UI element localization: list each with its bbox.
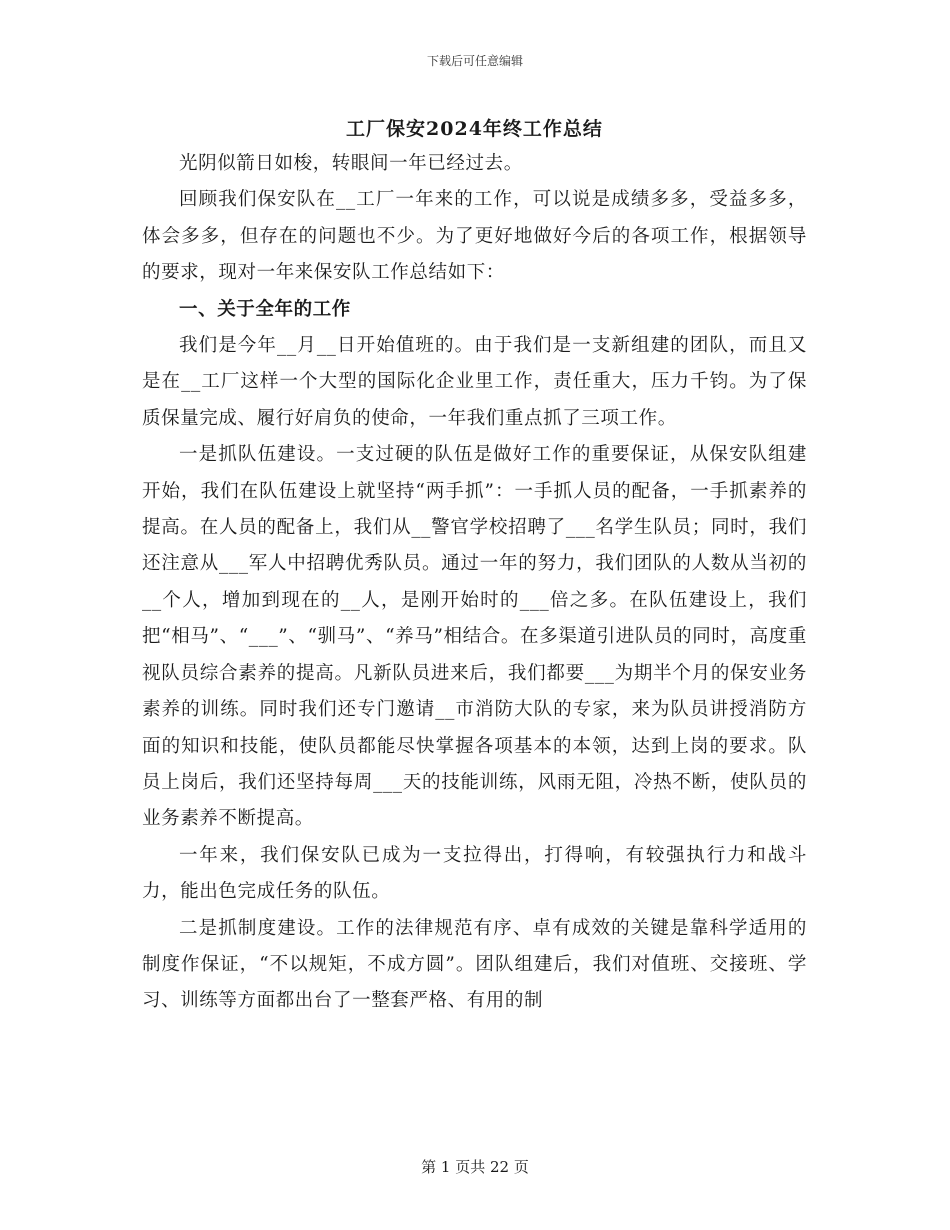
paragraph-review: 回顾我们保安队在__工厂一年来的工作，可以说是成绩多多，受益多多，体会多多，但存在的问题也不少。为了更好地做好今后的各项工作，根据领导的要求，现对一年来保安队工作总结如下： <box>142 189 807 284</box>
paragraph-team-building: 一是抓队伍建设。一支过硬的队伍是做好工作的重要保证，从保安队组建开始，我们在队伍建设上就坚持“两手抓”：一手抓人员的配备，一手抓素养的提高。在人员的配备上，我们从__警官学校招聘了___名学生队员；同时，我们还注意从___军人中招聘优秀队员。通过一年的努力，我们团队的人数从当初的__个人，增加到现在的__人，是刚开始时的___倍之多。在队伍建设上，我们把“相马”、“___”、“驯马”、“养马”相结合。在多渠道引进队员的同时，高度重视队员综合素养的提高。凡新队员进来后，我们都要___为期半个月的保安业务素养的训练。同时我们还专门邀请__市消防大队的专家，来为队员讲授消防方面的知识和技能，使队员都能尽快掌握各项基本的本领，达到上岗的要求。队员上岗后，我们还坚持每周___天的技能训练，风雨无阻，冷热不断，使队员的业务素养不断提高。 <box>142 444 807 830</box>
paragraph-intro: 光阴似箭日如梭，转眼间一年已经过去。 <box>179 153 523 174</box>
document-body <box>142 112 807 1020</box>
paragraph-year-summary: 一年来，我们保安队已成为一支拉得出，打得响，有较强执行力和战斗力，能出色完成任务的队伍。 <box>142 844 807 903</box>
document-title: 工厂保安2024年终工作总结 <box>346 118 603 140</box>
page-header: 下载后可任意编辑 <box>426 54 523 68</box>
section-heading-annual-work: 一、关于全年的工作 <box>179 298 351 320</box>
paragraph-start-duty: 我们是今年__月__日开始值班的。由于我们是一支新组建的团队，而且又是在__工厂这样一个大型的国际化企业里工作，责任重大，压力千钧。为了保质保量完成、履行好肩负的使命，一年我们重点抓了三项工作。 <box>142 335 807 429</box>
paragraph-system-building: 二是抓制度建设。工作的法律规范有序、卓有成效的关键是靠科学适用的制度作保证，“不以规矩，不成方圆”。团队组建后，我们对值班、交接班、学习、训练等方面都出台了一整套严格、有用的制 <box>142 917 807 1012</box>
page-footer: 第 1 页共 22 页 <box>421 1158 529 1176</box>
